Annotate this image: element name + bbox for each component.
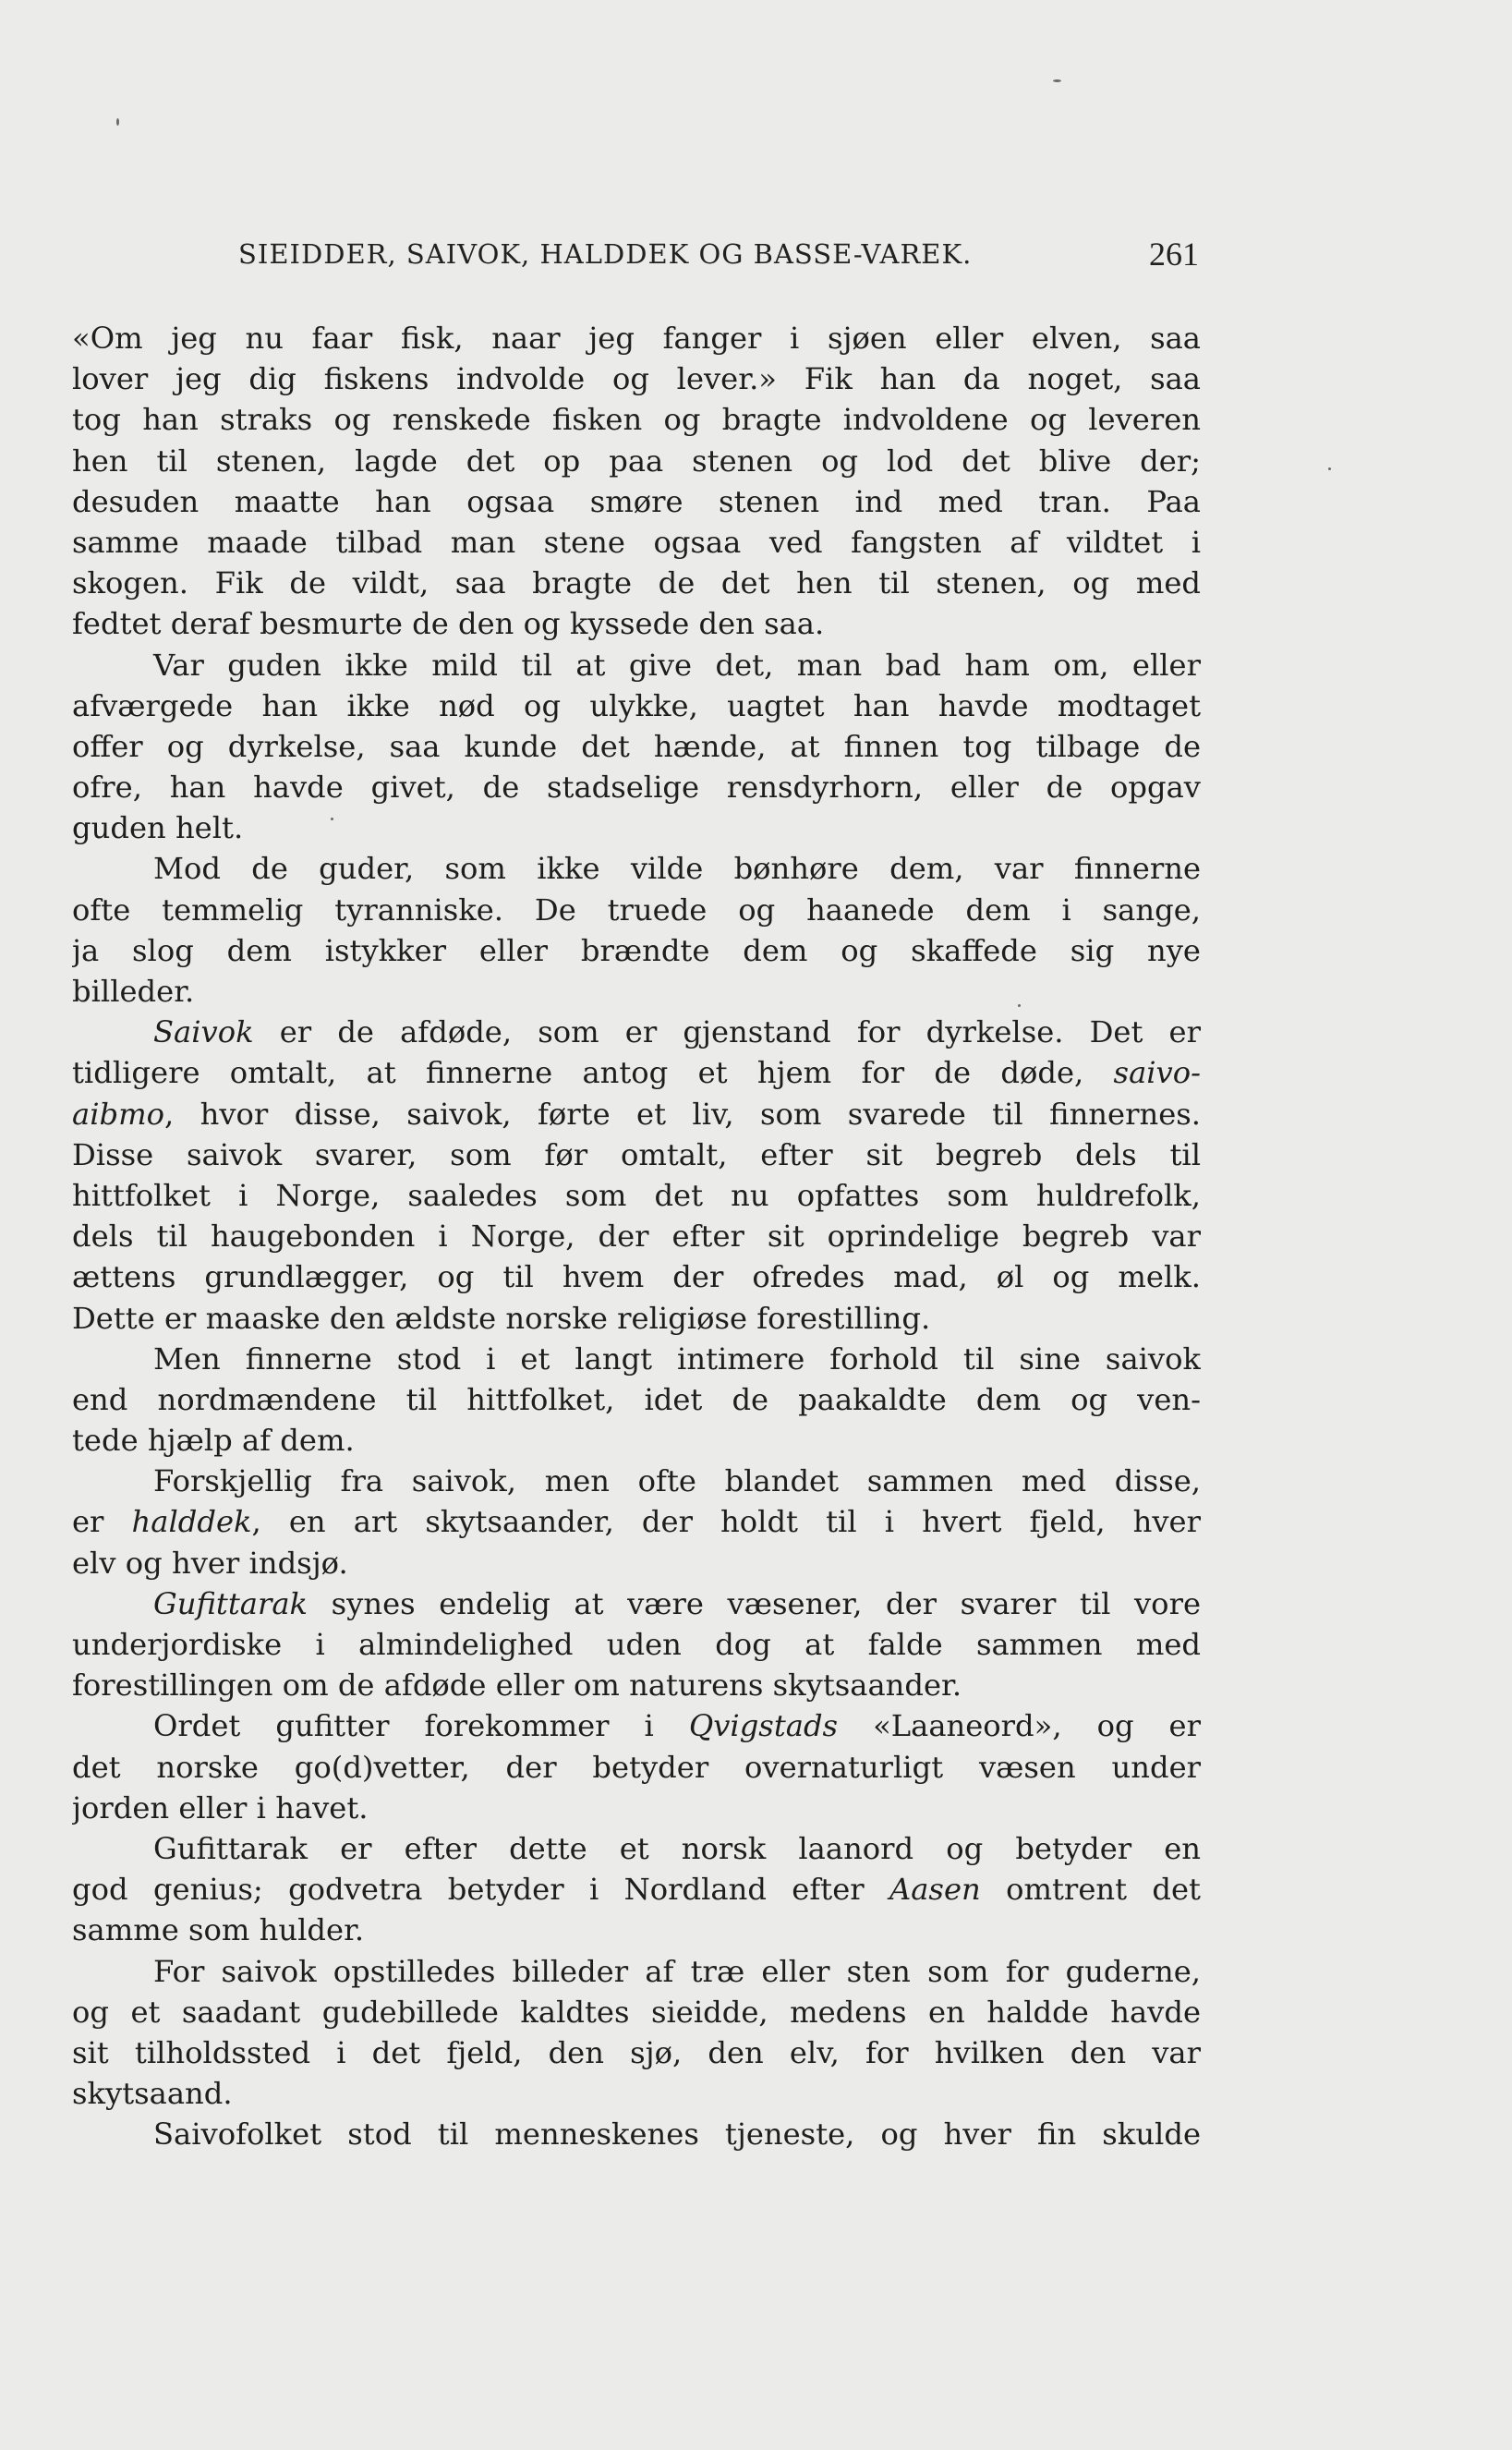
text-line: afværgede han ikke nød og ulykke, uagtet han havde modtaget	[72, 687, 1201, 723]
running-title: SIEIDDER, SAIVOK, HALDDEK OG BASSE-VAREK.	[238, 238, 973, 270]
paragraph-start: Forskjellig fra saivok, men ofte blandet sammen med disse,	[153, 1463, 1201, 1499]
text-line: ættens grundlægger, og til hvem der ofredes mad, øl og melk.	[72, 1259, 1201, 1295]
text-line: dels til haugebonden i Norge, der efter sit oprindelige begreb var	[72, 1219, 1201, 1255]
text-line: skytsaand.	[72, 2076, 233, 2112]
text-line: guden helt.	[72, 810, 244, 846]
text-line: ja slog dem istykker eller brændte dem og skaffede sig nye	[72, 932, 1201, 968]
paragraph-start: Gufittarak synes endelig at være væsener, der svarer til vore	[153, 1585, 1201, 1621]
text-line: billeder.	[72, 974, 195, 1009]
text-line: er halddek, en art skytsaander, der holdt til i hvert fjeld, hver	[72, 1504, 1201, 1540]
text-line: god genius; godvetra betyder i Nordland efter Aasen omtrent det	[72, 1872, 1201, 1908]
body-text	[72, 318, 1201, 2154]
paragraph-start: Gufittarak er efter dette et norsk laanord og betyder en	[153, 1830, 1201, 1866]
paragraph-start: Var guden ikke mild til at give det, man bad ham om, eller	[153, 647, 1201, 683]
paragraph-start: For saivok opstilledes billeder af træ eller sten som for guderne,	[153, 1953, 1201, 1989]
text-line: lover jeg dig fiskens indvolde og lever.» Fik han da noget, saa	[72, 361, 1201, 397]
text-line: elv og hver indsjø.	[72, 1545, 348, 1581]
paragraph-start: Ordet gufitter forekommer i Qvigstads «Laaneord», og er	[153, 1708, 1201, 1744]
text-line: ofte temmelig tyranniske. De truede og haanede dem i sange,	[72, 891, 1201, 928]
text-line: hittfolket i Norge, saaledes som det nu opfattes som huldrefolk,	[72, 1177, 1201, 1213]
scan-speck	[331, 818, 333, 820]
text-line: skogen. Fik de vildt, saa bragte de det hen til stenen, og med	[72, 565, 1201, 601]
text-line: hen til stenen, lagde det op paa stenen og lod det blive der;	[72, 443, 1201, 479]
text-line: fedtet deraf besmurte de den og kyssede den saa.	[72, 606, 825, 642]
page-header	[238, 238, 1199, 279]
text-line: offer og dyrkelse, saa kunde det hænde, at finnen tog tilbage de	[72, 728, 1201, 764]
text-line: tede hjælp af dem.	[72, 1423, 355, 1459]
text-line: tidligere omtalt, at finnerne antog et hjem for de døde, saivo-	[72, 1055, 1201, 1091]
scan-speck	[1328, 467, 1331, 470]
text-line: og et saadant gudebillede kaldtes sieidde, medens en haldde havde	[72, 1994, 1201, 2030]
text-line: jorden eller i havet.	[72, 1789, 369, 1825]
scan-speck	[1053, 79, 1061, 82]
text-line: samme maade tilbad man stene ogsaa ved fangsten af vildtet i	[72, 524, 1201, 560]
scan-speck	[116, 118, 119, 126]
text-line: desuden maatte han ogsaa smøre stenen ind med tran. Paa	[72, 483, 1201, 519]
text-line: ofre, han havde givet, de stadselige rensdyrhorn, eller de opgav	[72, 770, 1201, 806]
paragraph-start: Saivofolket stod til menneskenes tjeneste, og hver fin skulde	[153, 2116, 1201, 2153]
page-number: 261	[1149, 236, 1199, 273]
text-line: tog han straks og renskede fisken og bragte indvoldene og leveren	[72, 402, 1201, 438]
text-line: det norske go(d)vetter, der betyder overnaturligt væsen under	[72, 1749, 1201, 1785]
text-line: underjordiske i almindelighed uden dog at falde sammen med	[72, 1627, 1201, 1662]
paragraph-start: Mod de guder, som ikke vilde bønhøre dem, var finnerne	[153, 851, 1201, 887]
text-line: Disse saivok svarer, som før omtalt, efter sit begreb dels til	[72, 1136, 1201, 1172]
text-line: end nordmændene til hittfolket, idet de paakaldte dem og ven-	[72, 1381, 1201, 1417]
paragraph-start: Saivok er de afdøde, som er gjenstand for dyrkelse. Det er	[153, 1014, 1201, 1050]
text-line: samme som hulder.	[72, 1912, 365, 1948]
text-line: forestillingen om de afdøde eller om naturens skytsaander.	[72, 1668, 962, 1704]
paragraph-start: Men finnerne stod i et langt intimere forhold til sine saivok	[153, 1340, 1201, 1377]
text-line: Dette er maaske den ældste norske religiøse forestilling.	[72, 1300, 931, 1336]
text-line: «Om jeg nu faar fisk, naar jeg fanger i sjøen eller elven, saa	[72, 321, 1201, 356]
scan-speck	[1018, 1004, 1021, 1007]
text-line: sit tilholdssted i det fjeld, den sjø, den elv, for hvilken den var	[72, 2034, 1201, 2070]
text-line: aibmo, hvor disse, saivok, førte et liv, som svarede til finnernes.	[72, 1096, 1201, 1132]
